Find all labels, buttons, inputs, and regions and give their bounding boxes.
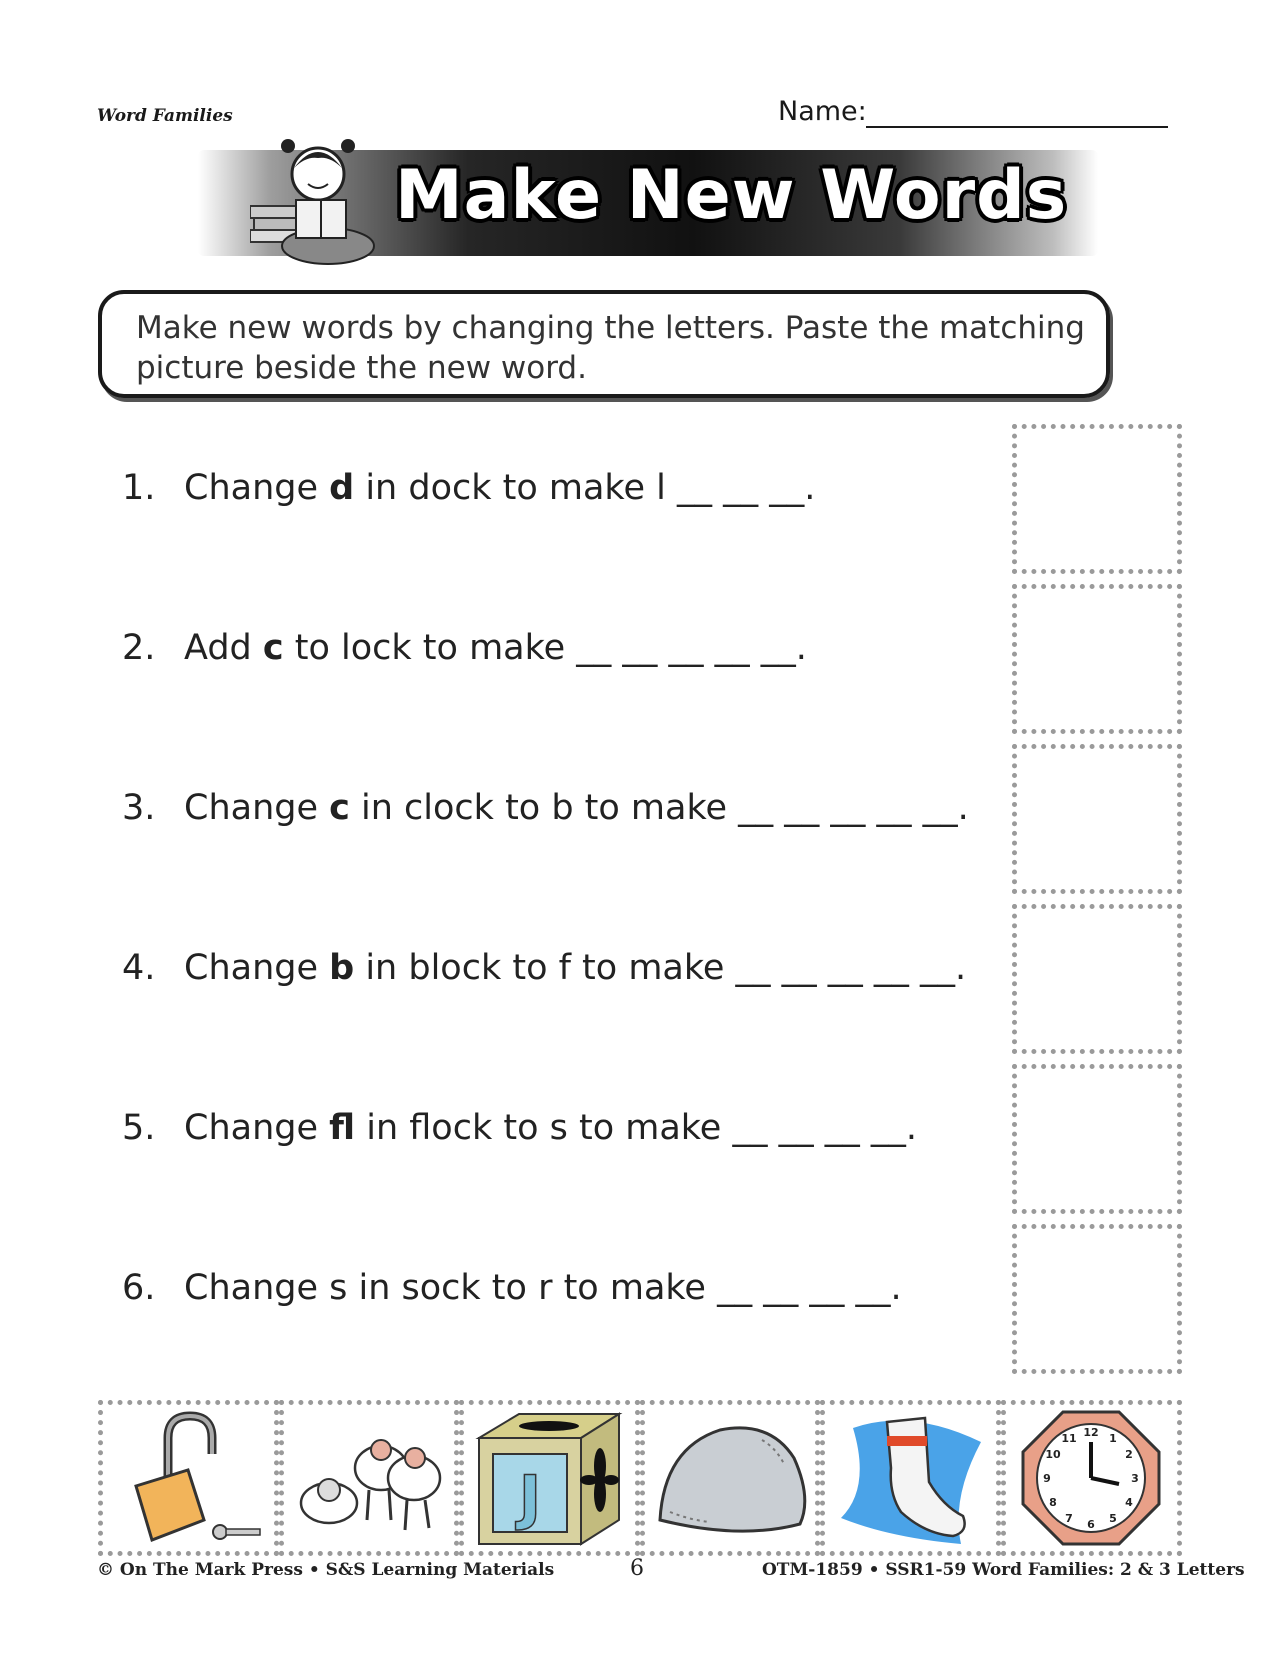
svg-text:11: 11 bbox=[1061, 1432, 1077, 1445]
paste-box-6[interactable] bbox=[1012, 1224, 1182, 1374]
question-1: 1. Change d in dock to make l __ __ __. bbox=[122, 468, 816, 508]
svg-text:2: 2 bbox=[1125, 1448, 1134, 1461]
question-number: 5. bbox=[122, 1108, 156, 1148]
picture-block[interactable] bbox=[459, 1400, 640, 1556]
question-3: 3. Change c in clock to b to make __ __ __ __ __. bbox=[122, 788, 969, 828]
question-number: 3. bbox=[122, 788, 156, 828]
svg-text:10: 10 bbox=[1045, 1448, 1061, 1461]
reading-girl-icon bbox=[250, 128, 380, 268]
paste-box-4[interactable] bbox=[1012, 904, 1182, 1054]
paste-box-2[interactable] bbox=[1012, 584, 1182, 734]
clock-icon bbox=[1011, 1408, 1171, 1548]
svg-text:5: 5 bbox=[1109, 1512, 1118, 1525]
question-5: 5. Change fl in flock to s to make __ __ __ __. bbox=[122, 1108, 917, 1148]
name-line[interactable] bbox=[866, 126, 1168, 128]
picture-strip bbox=[98, 1400, 1182, 1556]
svg-text:J: J bbox=[519, 1463, 542, 1533]
picture-sock[interactable] bbox=[820, 1400, 1001, 1556]
svg-text:8: 8 bbox=[1049, 1496, 1058, 1509]
lock-icon bbox=[108, 1408, 268, 1548]
question-number: 6. bbox=[122, 1268, 156, 1308]
question-4: 4. Change b in block to f to make __ __ __ __ __. bbox=[122, 948, 967, 988]
picture-flock[interactable] bbox=[279, 1400, 460, 1556]
svg-text:7: 7 bbox=[1065, 1512, 1074, 1525]
question-2: 2. Add c to lock to make __ __ __ __ __. bbox=[122, 628, 807, 668]
picture-clock[interactable] bbox=[1001, 1400, 1182, 1556]
page-title: Make New Words bbox=[395, 156, 1068, 235]
instructions-box: Make new words by changing the letters. Paste the matching picture beside the new word. bbox=[98, 290, 1110, 398]
footer-code: OTM-1859 • SSR1-59 Word Families: 2 & 3 Letters bbox=[762, 1560, 1245, 1580]
rock-icon bbox=[650, 1408, 810, 1548]
svg-text:9: 9 bbox=[1043, 1472, 1052, 1485]
question-number: 1. bbox=[122, 468, 156, 508]
svg-text:6: 6 bbox=[1087, 1518, 1096, 1531]
svg-text:1: 1 bbox=[1109, 1432, 1118, 1445]
section-label: Word Families bbox=[97, 106, 233, 126]
svg-text:3: 3 bbox=[1131, 1472, 1140, 1485]
sock-icon bbox=[831, 1408, 991, 1548]
svg-text:4: 4 bbox=[1125, 1496, 1134, 1509]
block-icon bbox=[469, 1408, 629, 1548]
paste-box-1[interactable] bbox=[1012, 424, 1182, 574]
name-label: Name: bbox=[778, 96, 867, 127]
question-number: 4. bbox=[122, 948, 156, 988]
question-number: 2. bbox=[122, 628, 156, 668]
question-6: 6. Change s in sock to r to make __ __ __ __. bbox=[122, 1268, 902, 1308]
page-number: 6 bbox=[630, 1556, 644, 1581]
footer-publisher: © On The Mark Press • S&S Learning Materials bbox=[97, 1560, 555, 1580]
svg-text:12: 12 bbox=[1083, 1426, 1099, 1439]
flock-icon bbox=[289, 1408, 449, 1548]
picture-rock[interactable] bbox=[640, 1400, 821, 1556]
picture-lock[interactable] bbox=[98, 1400, 279, 1556]
paste-box-5[interactable] bbox=[1012, 1064, 1182, 1214]
paste-box-3[interactable] bbox=[1012, 744, 1182, 894]
paste-column bbox=[1012, 424, 1182, 1384]
